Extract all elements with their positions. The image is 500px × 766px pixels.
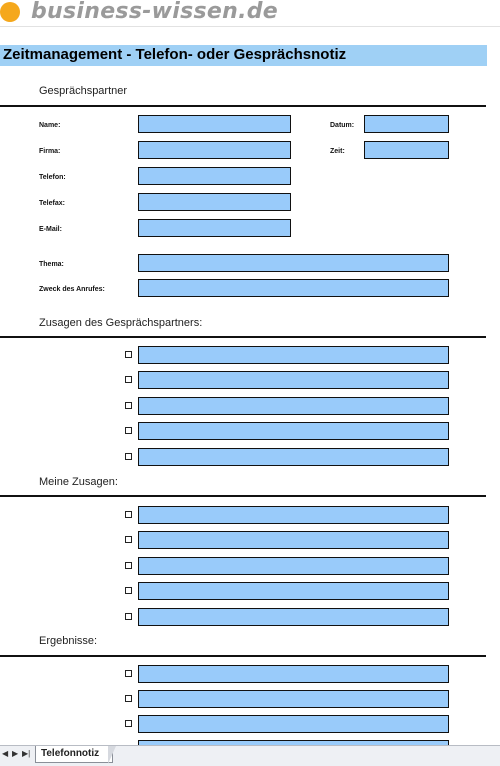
ergebnis-field[interactable]: [138, 665, 449, 683]
checkbox[interactable]: [125, 695, 132, 702]
ergebnis-field[interactable]: [138, 690, 449, 708]
checkbox[interactable]: [125, 351, 132, 358]
meine-zusage-field[interactable]: [138, 608, 449, 626]
datum-field[interactable]: [364, 115, 449, 133]
section-rule: [0, 336, 486, 338]
zusage-partner-field[interactable]: [138, 422, 449, 440]
zusage-partner-field[interactable]: [138, 346, 449, 364]
zweck-field[interactable]: [138, 279, 449, 297]
document-title: Zeitmanagement - Telefon- oder Gesprächsnotiz: [3, 46, 347, 63]
label-telefon: Telefon:: [39, 174, 66, 181]
name-field[interactable]: [138, 115, 291, 133]
checkbox[interactable]: [125, 376, 132, 383]
section-heading-zusagen-partner: Zusagen des Gesprächspartners:: [39, 317, 203, 329]
checkbox[interactable]: [125, 427, 132, 434]
checkbox[interactable]: [125, 670, 132, 677]
meine-zusage-field[interactable]: [138, 557, 449, 575]
section-rule: [0, 495, 486, 497]
label-zeit: Zeit:: [330, 148, 345, 155]
checkbox[interactable]: [125, 587, 132, 594]
zusage-partner-field[interactable]: [138, 397, 449, 415]
zusage-partner-field[interactable]: [138, 371, 449, 389]
label-telefax: Telefax:: [39, 200, 65, 207]
checkbox[interactable]: [125, 453, 132, 460]
section-rule: [0, 105, 486, 107]
ergebnis-field[interactable]: [138, 715, 449, 733]
firma-field[interactable]: [138, 141, 291, 159]
tab-scroll-left-icon[interactable]: ◀: [2, 749, 9, 758]
meine-zusage-field[interactable]: [138, 506, 449, 524]
checkbox[interactable]: [125, 613, 132, 620]
email-field[interactable]: [138, 219, 291, 237]
meine-zusage-field[interactable]: [138, 531, 449, 549]
sheet-tab-edge: [108, 746, 116, 764]
checkbox[interactable]: [125, 511, 132, 518]
section-rule: [0, 655, 486, 657]
label-name: Name:: [39, 122, 61, 129]
label-zweck: Zweck des Anrufes:: [39, 286, 105, 293]
checkbox[interactable]: [125, 562, 132, 569]
zeit-field[interactable]: [364, 141, 449, 159]
logo-dot-icon: [0, 2, 20, 22]
meine-zusage-field[interactable]: [138, 582, 449, 600]
header-divider: [0, 26, 500, 27]
checkbox[interactable]: [125, 402, 132, 409]
section-heading-meine-zusagen: Meine Zusagen:: [39, 476, 118, 488]
label-datum: Datum:: [330, 122, 355, 129]
thema-field[interactable]: [138, 254, 449, 272]
section-heading-partner: Gesprächspartner: [39, 85, 128, 97]
zusage-partner-field[interactable]: [138, 448, 449, 466]
checkbox[interactable]: [125, 536, 132, 543]
tab-scroll-right-icon[interactable]: ▶: [12, 749, 19, 758]
telefon-field[interactable]: [138, 167, 291, 185]
brand-logo-text: business-wissen.de: [31, 0, 279, 24]
telefax-field[interactable]: [138, 193, 291, 211]
label-thema: Thema:: [39, 261, 64, 268]
tab-scroll-last-icon[interactable]: ▶|: [22, 749, 31, 758]
label-firma: Firma:: [39, 148, 61, 155]
sheet-tab-telefonnotiz[interactable]: Telefonnotiz: [35, 746, 113, 763]
label-email: E-Mail:: [39, 226, 62, 233]
section-heading-ergebnisse: Ergebnisse:: [39, 635, 98, 647]
checkbox[interactable]: [125, 720, 132, 727]
